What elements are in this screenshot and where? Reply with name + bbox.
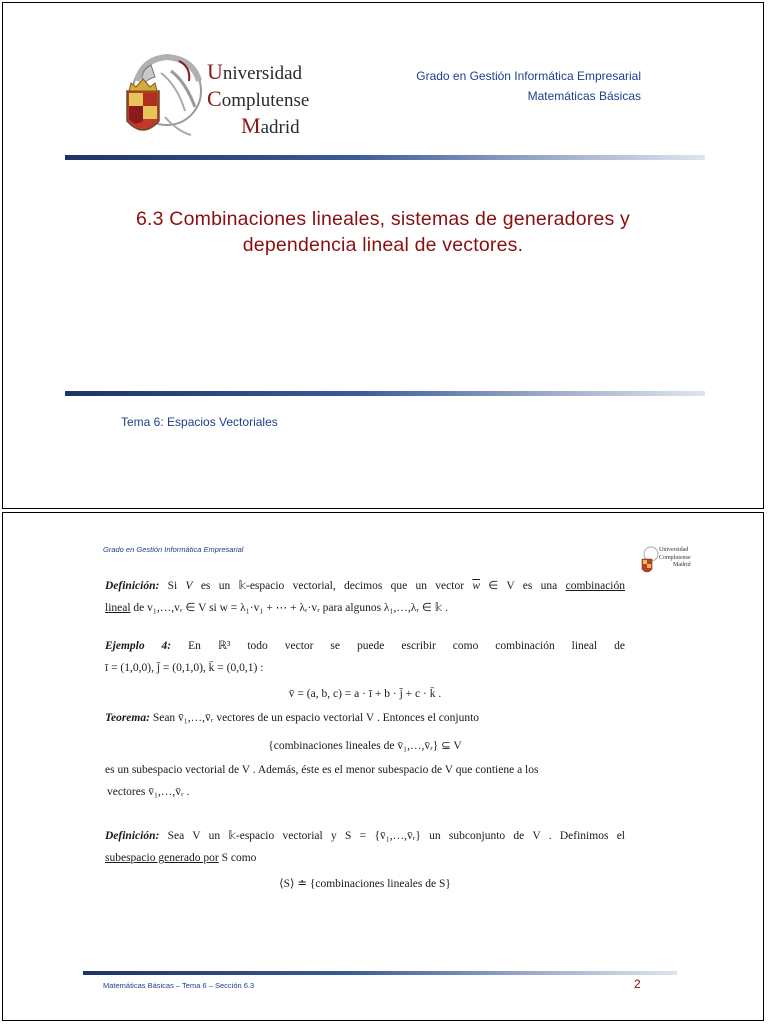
top-divider [65, 155, 705, 160]
initial-c: C [207, 86, 222, 111]
def1-v: V [185, 580, 193, 592]
initial-m: M [241, 113, 261, 138]
generated-subspace-equation: ⟨S⟩ ≐ {combinaciones lineales de S} [279, 878, 451, 890]
bottom-divider [65, 391, 705, 396]
small-logo-line1: Universidad [659, 547, 689, 553]
theorem-set: {combinaciones lineales de v̄₁,…,v̄ᵣ} ⊆ V [268, 740, 462, 752]
ucm-crest-icon [121, 51, 207, 143]
slide2-header: Grado en Gestión Informática Empresarial [103, 545, 244, 554]
definition2-label: Definición: [105, 830, 160, 842]
ej4-text-a: En ℝ³ todo vector se puede escribir como combinación lineal de [171, 640, 626, 652]
def1-w: $\overline{w}$ [472, 580, 481, 592]
teo-cont-2: vectores v̄₁,…,v̄ᵣ . [107, 786, 190, 798]
def1-text-a: Si [159, 580, 186, 592]
university-logo [121, 51, 311, 143]
definition-generated-subspace [105, 825, 625, 869]
program-name: Grado en Gestión Informática Empresarial [416, 69, 641, 83]
term-combinacion: combinación [565, 580, 625, 592]
term-subespacio-generado: subespacio generado por [105, 852, 219, 864]
definition-label: Definición: [105, 580, 160, 592]
theorem-label: Teorema: [105, 712, 150, 724]
def2-text-a: Sea V un 𝕜-espacio vectorial y S = {v̄₁,…,v̄ᵣ} un subconjunto de V . Definimos el [159, 830, 625, 842]
theorem-continuation [105, 759, 625, 803]
title-line-2: dependencia lineal de vectores. [242, 234, 524, 256]
university-line3: adrid [260, 117, 300, 138]
def1-text-d: de v₁,…,vᵣ ∈ V si w = λ₁·v₁ + ⋯ + λᵣ·vᵣ para algunos λ₁,…,λᵣ ∈ 𝕜 . [130, 602, 448, 614]
title-line-1: 6.3 Combinaciones lineales, sistemas de generadores y [135, 208, 631, 230]
slide-1 [2, 2, 764, 509]
footer-text: Matemáticas Básicas – Tema 6 – Sección 6.3 [103, 981, 255, 990]
slide-2 [2, 512, 764, 1021]
initial-u: U [207, 59, 223, 84]
university-line2: omplutense [221, 90, 310, 111]
footer-divider [83, 971, 677, 975]
university-line1: niversidad [222, 63, 303, 84]
def1-text-b: es un 𝕜-espacio vectorial, decimos que un vector [192, 580, 473, 592]
term-lineal: lineal [105, 602, 131, 614]
example-4 [105, 635, 625, 679]
slide1-header [416, 66, 641, 106]
small-crest-icon [641, 545, 659, 575]
ej4-basis: ī = (1,0,0), j̄ = (0,1,0), k̄ = (0,0,1) : [105, 662, 264, 674]
example-label: Ejemplo 4: [105, 640, 172, 652]
small-logo-text [659, 547, 691, 570]
page-number: 2 [634, 977, 641, 991]
teo-cont-1: es un subespacio vectorial de V . Además, éste es el menor subespacio de V que contiene a los [105, 764, 539, 776]
definition-linear-combination [105, 575, 625, 619]
def2-text-b: S como [218, 852, 257, 864]
def1-text-c: ∈ V es una [480, 580, 566, 592]
small-logo-line3: Madrid [673, 562, 691, 568]
course-name: Matemáticas Básicas [527, 89, 641, 103]
teo-text-a: Sean v̄₁,…,v̄ᵣ vectores de un espacio vectorial V . Entonces el conjunto [149, 712, 480, 724]
slide-subtitle: Tema 6: Espacios Vectoriales [121, 415, 278, 429]
example-4-equation: v̄ = (a, b, c) = a · ī + b · j̄ + c · k̄ . [288, 688, 442, 700]
university-name [207, 59, 309, 140]
small-university-logo [641, 545, 703, 577]
small-logo-line2: Complutense [659, 554, 691, 561]
slide-title [83, 206, 683, 258]
theorem [105, 707, 625, 729]
